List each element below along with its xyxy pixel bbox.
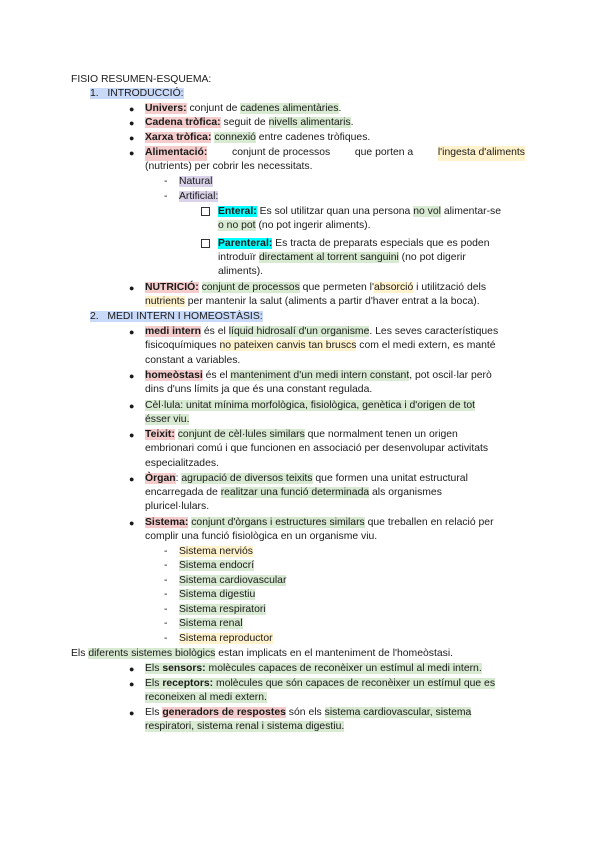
parenteral-line1: Parenteral: Es tracta de preparats especials que es poden: [218, 238, 490, 249]
dash-icon: -: [164, 589, 168, 600]
item-homeostasi: homeòstasi és el manteniment d'un medi intern constant, pot oscil·lar però: [145, 370, 492, 381]
item-receptors-line2: reconeixen al medi extern.: [145, 692, 267, 703]
item-organ-line2: encarregada de realitzar una funció determinada als organismes: [145, 487, 442, 498]
sistema-list-item: Sistema reproductor: [179, 633, 273, 644]
sistema-list-item: Sistema nerviós: [179, 546, 253, 557]
dash-icon: -: [164, 560, 168, 571]
bullet-icon: ●: [129, 104, 135, 114]
item-alimentacio: Alimentació: conjunt de processos que porten a l'ingesta d'aliments: [145, 146, 525, 161]
bullet-icon: ●: [129, 474, 135, 484]
sub-item-artificial: Artificial:: [179, 191, 219, 202]
sistema-list-item: Sistema digestiu: [179, 589, 256, 600]
dash-icon: -: [164, 618, 168, 629]
item-alimentacio-line2: (nutrients) per cobrir les necessitats.: [145, 161, 313, 172]
dash-icon: -: [164, 633, 168, 644]
bullet-icon: ●: [129, 518, 135, 528]
sub-item-natural: Natural: [179, 176, 213, 187]
item-organ: Òrgan: agrupació de diversos teixits que formen una unitat estructural: [145, 473, 468, 484]
enteral-line1: Enteral: Es sol utilitzar quan una persona no vol alimentar-se: [218, 206, 502, 217]
item-homeostasi-line2: dins d'uns límits ja que és una constant regulada.: [145, 384, 373, 395]
item-teixit-line3: especialitzades.: [145, 458, 219, 469]
checkbox-icon: [201, 207, 210, 216]
item-sistema: Sistema: conjunt d'òrgans i estructures similars que treballen en relació per: [145, 517, 494, 528]
dash-icon: -: [164, 546, 168, 557]
bullet-icon: ●: [129, 679, 135, 689]
bullet-icon: ●: [129, 118, 135, 128]
item-medi-intern: medi intern és el líquid hidrosalí d'un organisme. Les seves característiques: [145, 326, 499, 337]
item-univers: Univers: conjunt de cadenes alimentàries.: [145, 103, 342, 114]
item-sensors: Els sensors: molècules capaces de reconèixer un estímul al medi intern.: [145, 663, 482, 674]
item-nutricio: NUTRICIÓ: conjunt de processos que permeten l'absorció i utilització dels: [145, 282, 487, 293]
sistema-list-item: Sistema renal: [179, 618, 243, 629]
bullet-icon: ●: [129, 283, 135, 293]
item-cadena-trofica: Cadena tròfica: seguit de nivells alimentaris.: [145, 117, 354, 128]
section-2-heading: 2. MEDI INTERN I HOMEOSTÀSIS:: [90, 311, 263, 322]
parenteral-line3: aliments).: [218, 266, 264, 277]
item-organ-line3: pluricel·lulars.: [145, 501, 210, 512]
sistema-list-item: Sistema respiratori: [179, 604, 266, 615]
item-teixit-line2: embrionari comú i que funcionen en associació per desenvolupar activitats: [145, 443, 489, 454]
sistema-list-item: Sistema cardiovascular: [179, 575, 287, 586]
item-medi-intern-line3: constant a variables.: [145, 355, 241, 366]
document-title: FISIO RESUMEN-ESQUEMA:: [71, 74, 212, 85]
bullet-icon: ●: [129, 133, 135, 143]
dash-icon: -: [164, 191, 168, 202]
checkbox-icon: [201, 239, 210, 248]
enteral-line2: o no pot (no pot ingerir aliments).: [218, 220, 371, 231]
item-cellula: Cèl·lula: unitat mínima morfològica, fisiològica, genètica i d'origen de tot: [145, 400, 476, 411]
item-nutricio-line2: nutrients per mantenir la salut (aliments a partir d'haver entrat a la boca).: [145, 296, 480, 307]
bullet-icon: ●: [129, 430, 135, 440]
bullet-icon: ●: [129, 371, 135, 381]
sistema-list-item: Sistema endocrí: [179, 560, 255, 571]
parenteral-line2: introduïr directament al torrent sanguini (no pot digerir: [218, 252, 466, 263]
dash-icon: -: [164, 575, 168, 586]
dash-icon: -: [164, 176, 168, 187]
item-generadors: Els generadors de respostes són els sistema cardiovascular, sistema: [145, 707, 472, 718]
item-teixit: Teixit: conjunt de cèl·lules similars que normalment tenen un origen: [145, 429, 458, 440]
bullet-icon: ●: [129, 708, 135, 718]
bullet-icon: ●: [129, 664, 135, 674]
item-generadors-line2: respiratori, sistema renal i sistema digestiu.: [145, 721, 345, 732]
bullet-icon: ●: [129, 327, 135, 337]
dash-icon: -: [164, 604, 168, 615]
item-cellula-line2: ésser viu.: [145, 414, 190, 425]
closing-paragraph: Els diferents sistemes biològics estan implicats en el manteniment de l'homeòstasi.: [71, 648, 454, 659]
item-medi-intern-line2: fisicoquímiques no pateixen canvis tan bruscs com el medi extern, es manté: [145, 340, 496, 351]
section-1-heading: 1. INTRODUCCIÓ:: [90, 88, 184, 99]
item-sistema-line2: complir una funció fisiològica en un organisme viu.: [145, 531, 378, 542]
item-receptors: Els receptors: molècules que són capaces de reconèixer un estímul que es: [145, 678, 496, 689]
bullet-icon: ●: [129, 148, 135, 158]
bullet-icon: ●: [129, 401, 135, 411]
item-xarxa-trofica: Xarxa tròfica: connexió entre cadenes tròfiques.: [145, 132, 371, 143]
